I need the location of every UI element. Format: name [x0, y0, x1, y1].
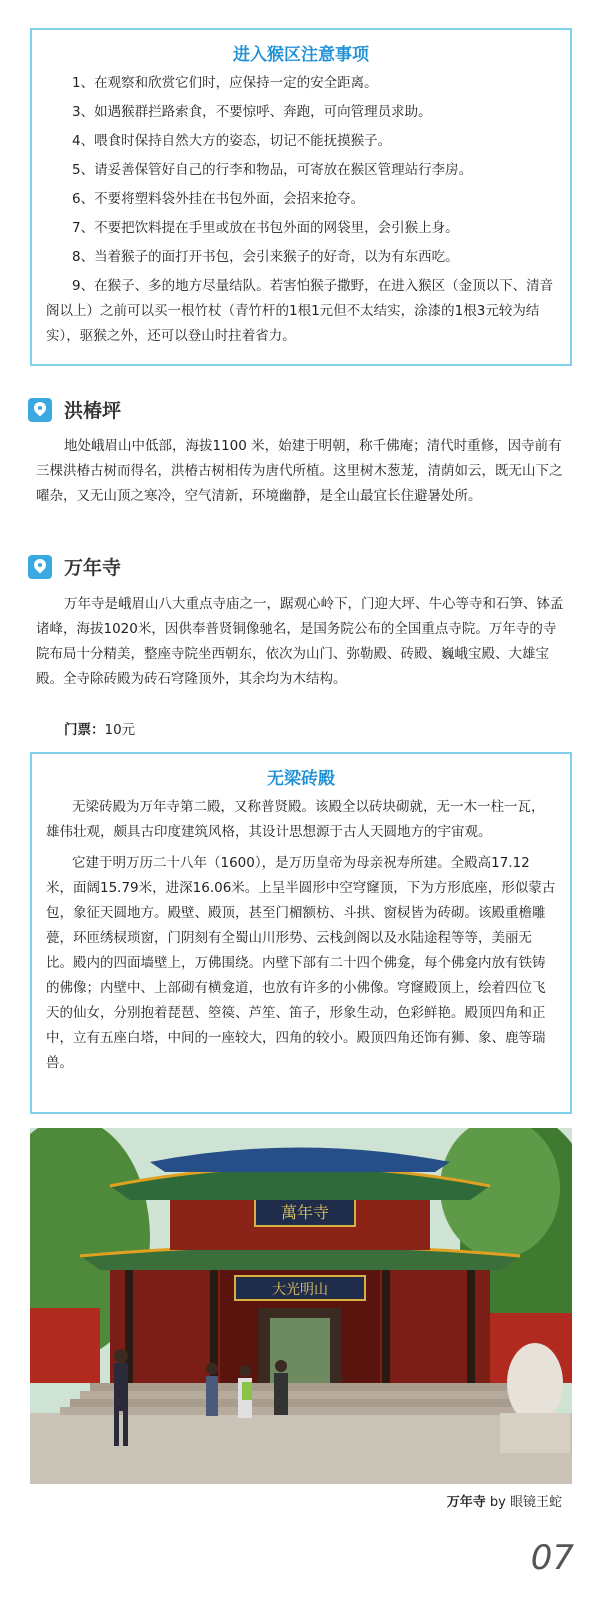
wuliang-box-title: 无梁砖殿: [267, 769, 335, 789]
notice-item: 1、在观察和欣赏它们时，应保持一定的安全距离。: [72, 75, 378, 91]
location-pin-icon: [28, 555, 52, 579]
notice-item: 6、不要将塑料袋外挂在书包外面，会招来抢夺。: [72, 191, 365, 207]
ticket-label: 门票：: [64, 722, 105, 738]
notice-item: 8、当着猴子的面打开书包，会引来猴子的好奇，以为有东西吃。: [72, 249, 459, 265]
notice-item: 7、不要把饮料提在手里或放在书包外面的网袋里，会引猴上身。: [72, 220, 459, 236]
notice-item: 9、在猴子、多的地方尽量结队。若害怕猴子撒野，在进入猴区（金顶以下、清音阁以上）之前可以买一根竹杖（青竹杆的1根1元但不太结实，涂漆的1根3元较为结实），驱猴之外，还可以登山时拄着省力。: [46, 278, 554, 344]
ticket-info: [64, 718, 135, 738]
notice-item: 3、如遇猴群拦路索食，不要惊呼、奔跑，可向管理员求助。: [72, 104, 432, 120]
notice-item: 4、喂食时保持自然大方的姿态，切记不能抚摸猴子。: [72, 133, 392, 149]
wuliang-body: [32, 795, 570, 1076]
caption-place: 万年寺: [446, 1495, 486, 1510]
notice-box-title: 进入猴区注意事项: [233, 45, 369, 65]
notice-list: [32, 71, 570, 349]
notice-item: 5、请妥善保管好自己的行李和物品，可寄放在猴区管理站行李房。: [72, 162, 473, 178]
location-pin-icon: [28, 398, 52, 422]
section-title: 洪椿坪: [64, 400, 122, 422]
plaque-gate-text: 大光明山: [272, 1282, 328, 1298]
paragraph: 它建于明万历二十八年（1600），是万历皇帝为母亲祝寿所建。全殿高17.12米，面阔15.79米，进深16.06米。上呈半圆形中空穹窿顶，下为方形底座，形似蒙古包，象征天圆地方。殿壁、殿顶，甚至门楣额枋、斗拱、窗棂皆为砖砌。该殿重檐雕甍，环匝绣棂琐窗，门阴刻有全蜀山川形势、云栈剑阁以及水陆途程等等，美丽无比。殿内的四面墙壁上，万佛围绕。内壁下部有二十四个佛龛，每个佛龛内放有铁铸的佛像；内壁中、上部砌有横龛道，也放有许多的小佛像。穹窿殿顶上，绘着四位飞天的仙女，分别抱着琵琶、箜篌、芦笙、笛子，形象生动，色彩鲜艳。殿顶四角和正中，立有五座白塔，中间的一座较大，四角的较小。殿顶四角还饰有狮、象、鹿等瑞兽。: [46, 855, 556, 1071]
plaque-top-text: 萬年寺: [280, 1203, 330, 1222]
section-heading-wanniansi: [28, 553, 121, 580]
section-title: 万年寺: [64, 557, 122, 579]
photo-caption: [447, 1491, 562, 1510]
caption-credit: by 眼镜王蛇: [485, 1495, 562, 1510]
notice-box: [30, 28, 572, 366]
ticket-value: 10元: [104, 722, 136, 738]
section-heading-hongchunping: [28, 396, 121, 423]
page-number: 07: [530, 1538, 574, 1578]
temple-photo: [30, 1128, 572, 1484]
wuliang-box: [30, 752, 572, 1114]
paragraph: 无梁砖殿为万年寺第二殿，又称普贤殿。该殿全以砖块砌就，无一木一柱一瓦，雄伟壮观，颇具古印度建筑风格，其设计思想源于古人天圆地方的宇宙观。: [46, 799, 545, 840]
section-body: 万年寺是峨眉山八大重点寺庙之一，踞观心岭下，门迎大坪、牛心等寺和石笋、钵孟诸峰，海拔1020米，因供奉普贤铜像驰名，是国务院公布的全国重点寺院。万年寺的寺院布局十分精美，整座寺院坐西朝东，依次为山门、弥勒殿、砖殿、巍峨宝殿、大雄宝殿。全寺除砖殿为砖石穹隆顶外，其余均为木结构。: [36, 596, 564, 687]
section-body: 地处峨眉山中低部，海拔1100 米，始建于明朝，称千佛庵；清代时重修，因寺前有三棵洪椿古树而得名，洪椿古树相传为唐代所植。这里树木葱茏，清荫如云，既无山下之嚁杂，又无山顶之寒冷，空气清新，环境幽静，是全山最宜长住避暑处所。: [36, 438, 563, 504]
